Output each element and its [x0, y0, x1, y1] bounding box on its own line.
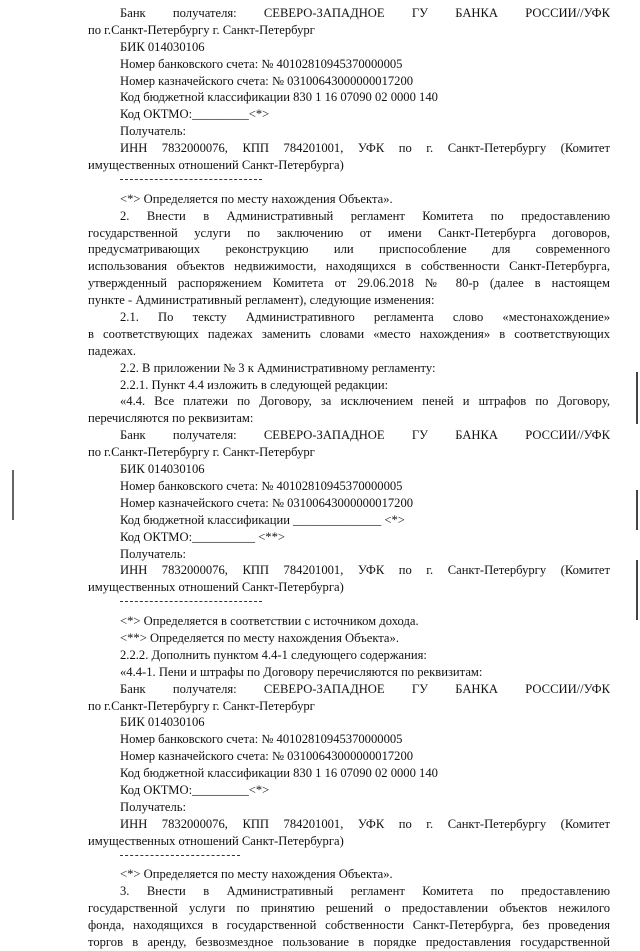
footnote-separator: [88, 174, 610, 191]
text-line: Банк получателя: СЕВЕРО-ЗАПАДНОЕ ГУ БАНКА РОССИИ//УФК: [120, 6, 610, 20]
footnote-separator: [88, 596, 610, 613]
text-line: Номер казначейского счета: № 03100643000000017200: [120, 749, 414, 764]
text-line: торгов в аренду, безвозмездное пользование в порядке предоставления государственной: [88, 934, 610, 949]
text-line: фонда, находящихся в государственной собственности Санкт-Петербурга, без проведения: [88, 918, 610, 933]
text-line: Получатель:: [120, 799, 187, 814]
document-page: [88, 5, 610, 951]
text-line: 2.2. В приложении № 3 к Административному регламенту:: [120, 360, 436, 375]
text-line: БИК 014030106: [120, 39, 205, 54]
text-line: перечисляются по реквизитам:: [88, 411, 254, 426]
text-line: имущественных отношений Санкт-Петербурга): [88, 580, 344, 595]
scan-edge-mark: [636, 372, 638, 424]
text-line: 2.1. По тексту Административного регламента слово «местонахождение»: [120, 310, 610, 325]
text-line: <*> Определяется по месту нахождения Объекта».: [120, 867, 393, 882]
text-line: предусматривающих реконструкцию или приспособление для современного: [88, 242, 610, 257]
text-line: <*> Определяется по месту нахождения Объекта».: [120, 191, 393, 206]
text-line: пункте - Административный регламент), следующие изменения:: [88, 293, 435, 308]
text-line: падежах.: [88, 343, 137, 358]
text-line: имущественных отношений Санкт-Петербурга): [88, 158, 344, 173]
text-line: ИНН 7832000076, КПП 784201001, УФК по г. Санкт-Петербургу (Комитет: [120, 141, 610, 156]
text-line: использования объектов недвижимости, находящихся в собственности Санкт-Петербурга,: [88, 259, 610, 274]
text-line: государственной услуги по заключению от имени Санкт-Петербурга договоров,: [88, 225, 610, 240]
text-line: Номер банковского счета: № 40102810945370000005: [120, 732, 403, 747]
text-line: в соответствующих падежах заменить словами «место нахождения» в соответствующих: [88, 326, 610, 341]
text-line: Код бюджетной классификации 830 1 16 07090 02 0000 140: [120, 90, 438, 105]
text-line: Номер банковского счета: № 40102810945370000005: [120, 56, 403, 71]
text-line: Код ОКТМО:_________<*>: [120, 782, 270, 797]
text-line: имущественных отношений Санкт-Петербурга): [88, 833, 344, 848]
scan-edge-mark: [636, 560, 638, 620]
text-line: по г.Санкт-Петербургу г. Санкт-Петербург: [88, 445, 315, 460]
text-line: государственной услуги по принятию решений о предоставлении объектов нежилого: [88, 901, 610, 916]
text-line: утвержденный распоряжением Комитета от 29.06.2018 № 80-р (далее в настоящем: [88, 276, 610, 291]
text-line: по г.Санкт-Петербургу г. Санкт-Петербург: [88, 698, 315, 713]
text-line: Код ОКТМО:__________ <**>: [120, 529, 285, 544]
separator-line: [120, 855, 240, 856]
text-line: Код ОКТМО:_________<*>: [120, 107, 270, 122]
text-line: Номер казначейского счета: № 03100643000000017200: [120, 73, 414, 88]
text-line: БИК 014030106: [120, 462, 205, 477]
text-line: Код бюджетной классификации ______________ <*>: [120, 512, 405, 527]
text-line: Код бюджетной классификации 830 1 16 07090 02 0000 140: [120, 766, 438, 781]
separator-line: [120, 601, 262, 602]
text-line: Банк получателя: СЕВЕРО-ЗАПАДНОЕ ГУ БАНКА РОССИИ//УФК: [120, 681, 610, 696]
text-line: «4.4-1. Пени и штрафы по Договору перечисляются по реквизитам:: [120, 664, 483, 679]
text-line: 2. Внести в Административный регламент Комитета по предоставлению: [120, 208, 610, 223]
text-line: ИНН 7832000076, КПП 784201001, УФК по г. Санкт-Петербургу (Комитет: [120, 563, 610, 578]
footnote-separator: [88, 850, 610, 867]
separator-line: [120, 179, 262, 180]
text-line: ИНН 7832000076, КПП 784201001, УФК по г. Санкт-Петербургу (Комитет: [120, 816, 610, 831]
scan-edge-mark: [12, 470, 14, 520]
text-line: БИК 014030106: [120, 715, 205, 730]
text-line: 3. Внести в Административный регламент Комитета по предоставлению: [120, 884, 610, 899]
text-line: Номер банковского счета: № 40102810945370000005: [120, 478, 403, 493]
text-line: 2.2.2. Дополнить пунктом 4.4-1 следующего содержания:: [120, 647, 427, 662]
text-line: <**> Определяется по месту нахождения Объекта».: [120, 630, 399, 645]
text-line: <*> Определяется в соответствии с источником дохода.: [120, 614, 419, 629]
text-line: Номер казначейского счета: № 03100643000000017200: [120, 495, 414, 510]
text-line: «4.4. Все платежи по Договору, за исключением пеней и штрафов по Договору,: [120, 394, 610, 409]
text-line: по г.Санкт-Петербургу г. Санкт-Петербург: [88, 22, 315, 37]
text-line: Получатель:: [120, 124, 187, 139]
text-line: 2.2.1. Пункт 4.4 изложить в следующей редакции:: [120, 377, 389, 392]
scan-edge-mark: [636, 490, 638, 530]
text-line: Получатель:: [120, 546, 187, 561]
text-line: Банк получателя: СЕВЕРО-ЗАПАДНОЕ ГУ БАНКА РОССИИ//УФК: [120, 428, 610, 443]
